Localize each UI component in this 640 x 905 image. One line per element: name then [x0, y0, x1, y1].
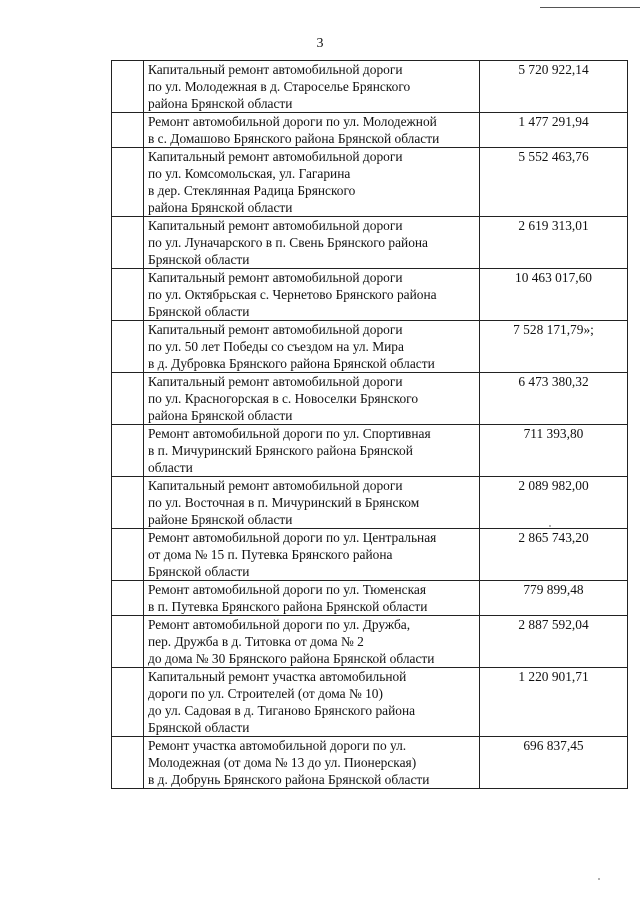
description-cell	[144, 217, 480, 269]
amount-cell: 2 619 313,01	[480, 217, 628, 269]
description-line: от дома № 15 п. Путевка Брянского района	[148, 547, 393, 562]
description-line: в д. Дубровка Брянского района Брянской области	[148, 356, 435, 371]
table-row	[112, 321, 628, 373]
description-line: по ул. 50 лет Победы со съездом на ул. Мира	[148, 339, 404, 354]
description-line: в д. Добрунь Брянского района Брянской области	[148, 772, 430, 787]
description-cell	[144, 616, 480, 668]
amount-cell: 1 477 291,94	[480, 113, 628, 148]
table-row	[112, 668, 628, 737]
description-cell	[144, 581, 480, 616]
description-cell	[144, 321, 480, 373]
description-cell	[144, 148, 480, 217]
table-row	[112, 269, 628, 321]
description-cell	[144, 529, 480, 581]
amount-cell: 2 865 743,20	[480, 529, 628, 581]
table-row	[112, 373, 628, 425]
description-cell	[144, 425, 480, 477]
table-row	[112, 477, 628, 529]
description-line: Капитальный ремонт автомобильной дороги	[148, 374, 403, 389]
row-index-cell	[112, 477, 144, 529]
amount-cell: 2 089 982,00	[480, 477, 628, 529]
description-line: дороги по ул. Строителей (от дома № 10)	[148, 686, 383, 701]
amount-cell: 7 528 171,79»;	[480, 321, 628, 373]
description-line: Капитальный ремонт автомобильной дороги	[148, 62, 403, 77]
description-line: Капитальный ремонт участка автомобильной	[148, 669, 407, 684]
description-line: Ремонт автомобильной дороги по ул. Тюменская	[148, 582, 426, 597]
description-line: Ремонт участка автомобильной дороги по ул.	[148, 738, 407, 753]
table-row	[112, 148, 628, 217]
description-line: Капитальный ремонт автомобильной дороги	[148, 149, 403, 164]
description-line: по ул. Красногорская в с. Новоселки Брянского	[148, 391, 419, 406]
header-rule	[540, 7, 640, 8]
table-row	[112, 61, 628, 113]
row-index-cell	[112, 737, 144, 789]
description-cell	[144, 113, 480, 148]
row-index-cell	[112, 148, 144, 217]
row-index-cell	[112, 616, 144, 668]
page-number: 3	[316, 36, 324, 51]
description-line: Капитальный ремонт автомобильной дороги	[148, 218, 403, 233]
description-line: до дома № 30 Брянского района Брянской области	[148, 651, 435, 666]
row-index-cell	[112, 581, 144, 616]
description-line: в с. Домашово Брянского района Брянской области	[148, 131, 440, 146]
description-line: Капитальный ремонт автомобильной дороги	[148, 270, 403, 285]
description-line: по ул. Молодежная в д. Староселье Брянского	[148, 79, 411, 94]
amount-cell: 779 899,48	[480, 581, 628, 616]
table-row	[112, 581, 628, 616]
description-line: пер. Дружба в д. Титовка от дома № 2	[148, 634, 364, 649]
description-line: области	[148, 460, 193, 475]
description-line: районе Брянской области	[148, 512, 293, 527]
amount-cell: 696 837,45	[480, 737, 628, 789]
description-line: района Брянской области	[148, 96, 293, 111]
description-line: Капитальный ремонт автомобильной дороги	[148, 478, 403, 493]
row-index-cell	[112, 61, 144, 113]
description-line: района Брянской области	[148, 408, 293, 423]
description-cell	[144, 668, 480, 737]
scan-speck	[598, 878, 600, 880]
description-line: Ремонт автомобильной дороги по ул. Молодежной	[148, 114, 437, 129]
description-line: Молодежная (от дома № 13 до ул. Пионерская)	[148, 755, 417, 770]
description-line: в дер. Стеклянная Радица Брянского	[148, 183, 356, 198]
road-repair-table	[111, 60, 628, 789]
row-index-cell	[112, 373, 144, 425]
description-line: по ул. Комсомольская, ул. Гагарина	[148, 166, 351, 181]
description-cell	[144, 737, 480, 789]
table-row	[112, 529, 628, 581]
description-line: Брянской области	[148, 304, 250, 319]
description-line: по ул. Луначарского в п. Свень Брянского района	[148, 235, 429, 250]
description-line: по ул. Октябрьская с. Чернетово Брянского района	[148, 287, 437, 302]
table-row	[112, 425, 628, 477]
description-cell	[144, 373, 480, 425]
amount-cell: 5 720 922,14	[480, 61, 628, 113]
description-line: до ул. Садовая в д. Тиганово Брянского района	[148, 703, 416, 718]
amount-cell: 711 393,80	[480, 425, 628, 477]
row-index-cell	[112, 529, 144, 581]
description-line: в п. Путевка Брянского района Брянской области	[148, 599, 428, 614]
description-cell	[144, 61, 480, 113]
description-line: Брянской области	[148, 720, 250, 735]
table-row	[112, 217, 628, 269]
description-line: по ул. Восточная в п. Мичуринский в Брянском	[148, 495, 420, 510]
amount-cell: 2 887 592,04	[480, 616, 628, 668]
description-cell	[144, 477, 480, 529]
table-row	[112, 113, 628, 148]
description-line: района Брянской области	[148, 200, 293, 215]
table-row	[112, 737, 628, 789]
table-row	[112, 616, 628, 668]
amount-cell: 1 220 901,71	[480, 668, 628, 737]
scan-speck	[549, 525, 551, 527]
amount-cell: 5 552 463,76	[480, 148, 628, 217]
row-index-cell	[112, 668, 144, 737]
description-line: Капитальный ремонт автомобильной дороги	[148, 322, 403, 337]
table-body	[112, 61, 628, 789]
description-line: Ремонт автомобильной дороги по ул. Спортивная	[148, 426, 431, 441]
row-index-cell	[112, 425, 144, 477]
description-line: Брянской области	[148, 252, 250, 267]
row-index-cell	[112, 217, 144, 269]
amount-cell: 6 473 380,32	[480, 373, 628, 425]
description-line: Ремонт автомобильной дороги по ул. Центральная	[148, 530, 437, 545]
row-index-cell	[112, 269, 144, 321]
row-index-cell	[112, 113, 144, 148]
row-index-cell	[112, 321, 144, 373]
description-line: Ремонт автомобильной дороги по ул. Дружба,	[148, 617, 411, 632]
amount-cell: 10 463 017,60	[480, 269, 628, 321]
description-line: Брянской области	[148, 564, 250, 579]
description-line: в п. Мичуринский Брянского района Брянской	[148, 443, 413, 458]
description-cell	[144, 269, 480, 321]
